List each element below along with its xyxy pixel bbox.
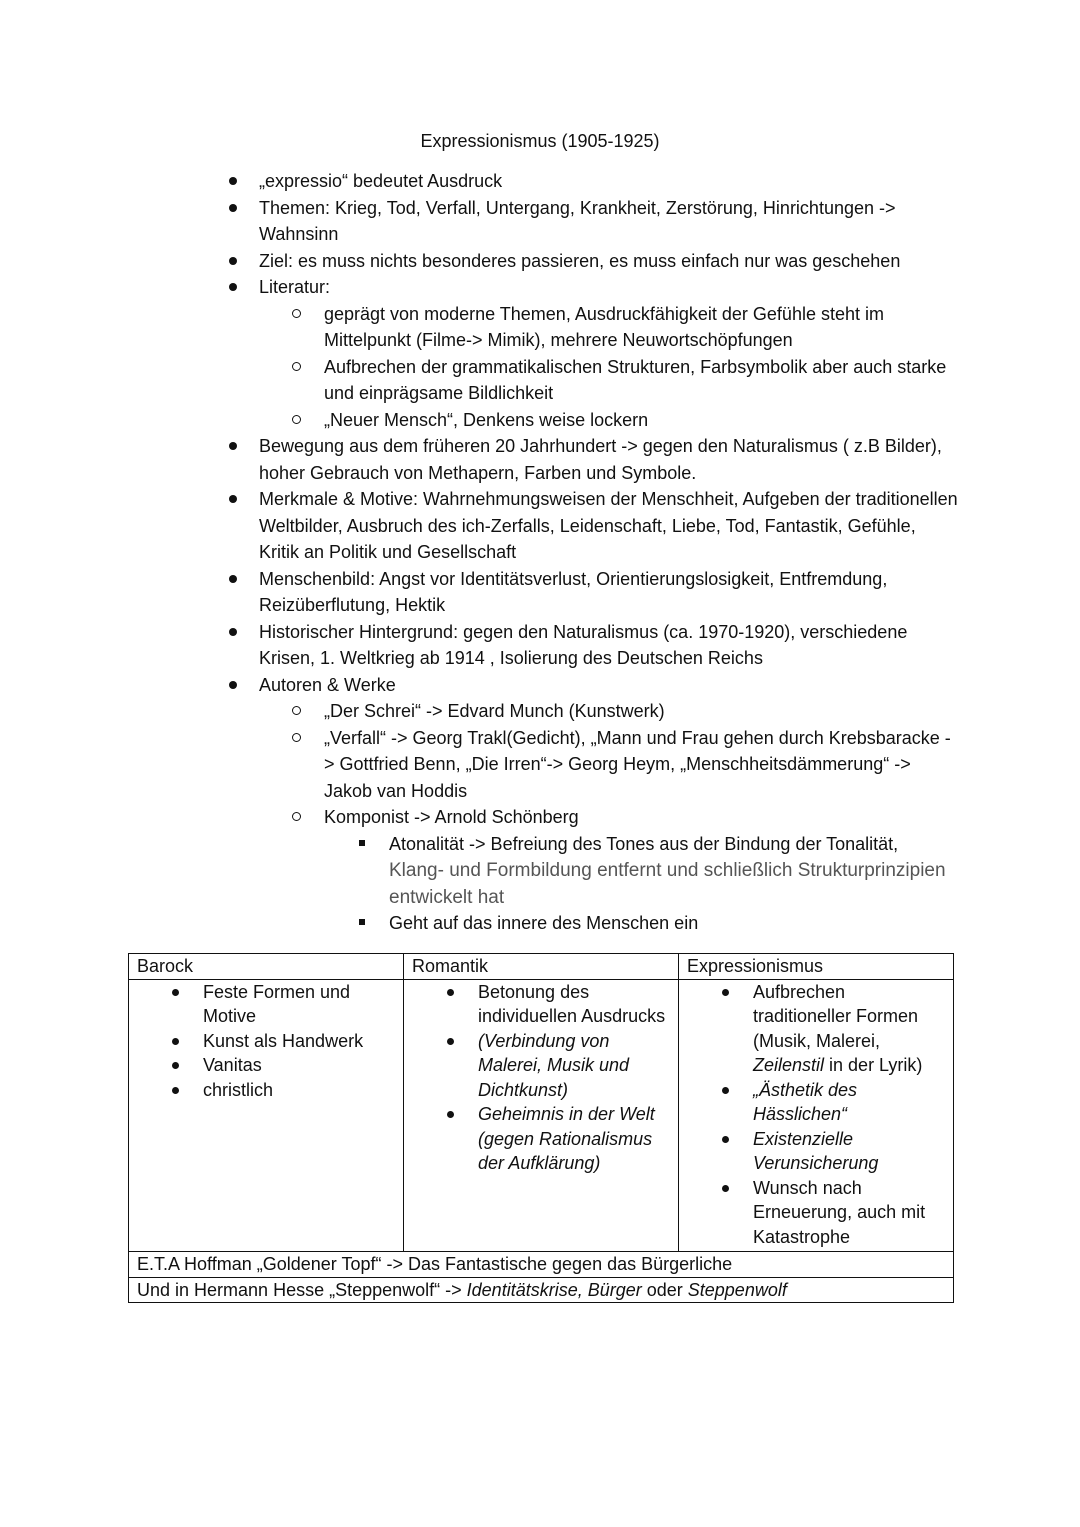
epoch-comparison-table bbox=[128, 953, 954, 1303]
text-italic: Steppenwolf bbox=[687, 1279, 787, 1300]
sub-list-item-label: Komponist -> Arnold Schönberg bbox=[324, 807, 579, 827]
list-item: Themen: Krieg, Tod, Verfall, Untergang, Krankheit, Zerstörung, Hinrichtungen -> Wahnsinn bbox=[259, 195, 959, 248]
cell-romantik bbox=[404, 979, 679, 1252]
atonalitaet-gray-text: Klang- und Formbildung entfernt und schließlich Strukturprinzipien entwickelt hat bbox=[389, 860, 946, 908]
cell-expressionismus bbox=[679, 979, 954, 1252]
autoren-sublist bbox=[259, 698, 959, 937]
sub-list-item: „Der Schrei“ -> Edvard Munch (Kunstwerk) bbox=[324, 698, 959, 725]
cell-hoffman: E.T.A Hoffman „Goldener Topf“ -> Das Fantastische gegen das Bürgerliche bbox=[129, 1252, 954, 1278]
list-item: Wunsch nach Erneuerung, auch mit Katastrophe bbox=[753, 1176, 945, 1250]
list-item: Vanitas bbox=[203, 1053, 395, 1078]
literatur-sublist bbox=[259, 301, 959, 434]
sub-sub-list-item: Geht auf das innere des Menschen ein bbox=[389, 910, 959, 937]
sub-list-item: Aufbrechen der grammatikalischen Strukturen, Farbsymbolik aber auch starke und einprägsame Bildlichkeit bbox=[324, 354, 959, 407]
list-item: „expressio“ bedeutet Ausdruck bbox=[259, 168, 959, 195]
header-barock: Barock bbox=[129, 954, 404, 980]
list-item: Ziel: es muss nichts besonderes passieren, es muss einfach nur was geschehen bbox=[259, 248, 959, 275]
komponist-sublist bbox=[324, 831, 959, 937]
list-item bbox=[753, 980, 945, 1078]
table-header-row bbox=[129, 954, 954, 980]
list-item: Betonung des individuellen Ausdrucks bbox=[478, 980, 670, 1029]
table-row bbox=[129, 1252, 954, 1278]
main-bullet-list bbox=[259, 168, 959, 937]
list-item: Historischer Hintergrund: gegen den Naturalismus (ca. 1970-1920), verschiedene Krisen, 1. Weltkrieg ab 1914 , Isolierung des Deutschen Reichs bbox=[259, 619, 959, 672]
list-item: Kunst als Handwerk bbox=[203, 1029, 395, 1054]
expressionismus-list bbox=[687, 980, 945, 1252]
text: Aufbrechen traditioneller Formen (Musik, Malerei, bbox=[753, 981, 919, 1051]
table-row bbox=[129, 1277, 954, 1303]
barock-list bbox=[137, 980, 395, 1105]
text-italic: Identitätskrise, Bürger bbox=[466, 1279, 642, 1300]
table-row bbox=[129, 979, 954, 1252]
atonalitaet-text: Atonalität -> Befreiung des Tones aus der Bindung der Tonalität, bbox=[389, 833, 899, 854]
cell-hesse bbox=[129, 1277, 954, 1303]
text: oder bbox=[641, 1279, 688, 1300]
list-item-label: Literatur: bbox=[259, 277, 331, 297]
romantik-list bbox=[412, 980, 670, 1178]
list-item: christlich bbox=[203, 1078, 395, 1103]
sub-sub-list-item bbox=[389, 831, 959, 911]
header-romantik: Romantik bbox=[404, 954, 679, 980]
list-item: Feste Formen und Motive bbox=[203, 980, 395, 1029]
list-item: (Verbindung von Malerei, Musik und Dichtkunst) bbox=[478, 1029, 670, 1103]
cell-barock bbox=[129, 979, 404, 1252]
sub-list-item: „Neuer Mensch“, Denkens weise lockern bbox=[324, 407, 959, 434]
page-title: Expressionismus (1905-1925) bbox=[420, 131, 660, 151]
list-item-autoren bbox=[259, 672, 959, 937]
sub-list-item-komponist bbox=[324, 804, 959, 937]
list-item: Existenzielle Verunsicherung bbox=[753, 1127, 945, 1176]
header-expressionismus: Expressionismus bbox=[679, 954, 954, 980]
list-item-label: Autoren & Werke bbox=[259, 674, 396, 695]
sub-list-item: geprägt von moderne Themen, Ausdruckfähigkeit der Gefühle steht im Mittelpunkt (Filme-> Mimik), mehrere Neuwortschöpfungen bbox=[324, 301, 959, 354]
text: in der Lyrik) bbox=[824, 1055, 923, 1075]
text: Und in Hermann Hesse „Steppenwolf“ -> bbox=[137, 1279, 467, 1300]
list-item: Merkmale & Motive: Wahrnehmungsweisen der Menschheit, Aufgeben der traditionellen Weltbilder, Ausbruch des ich-Zerfalls, Leidenschaft, Liebe, Tod, Fantastik, Gefühle, Kritik an Politik und Gesellschaft bbox=[259, 486, 959, 566]
list-item-literatur bbox=[259, 274, 959, 433]
sub-list-item: „Verfall“ -> Georg Trakl(Gedicht), „Mann und Frau gehen durch Krebsbaracke -> Gottfried Benn, „Die Irren“-> Georg Heym, „Menschheitsdämmerung“ -> Jakob van Hoddis bbox=[324, 725, 959, 805]
text-italic: Zeilenstil bbox=[753, 1055, 825, 1075]
list-item: Menschenbild: Angst vor Identitätsverlust, Orientierungslosigkeit, Entfremdung, Reizüberflutung, Hektik bbox=[259, 566, 959, 619]
list-item: Bewegung aus dem früheren 20 Jahrhundert -> gegen den Naturalismus ( z.B Bilder), hoher Gebrauch von Methapern, Farben und Symbole. bbox=[259, 433, 959, 486]
list-item: Geheimnis in der Welt (gegen Rationalismus der Aufklärung) bbox=[478, 1102, 670, 1176]
list-item: „Ästhetik des Hässlichen“ bbox=[753, 1078, 945, 1127]
